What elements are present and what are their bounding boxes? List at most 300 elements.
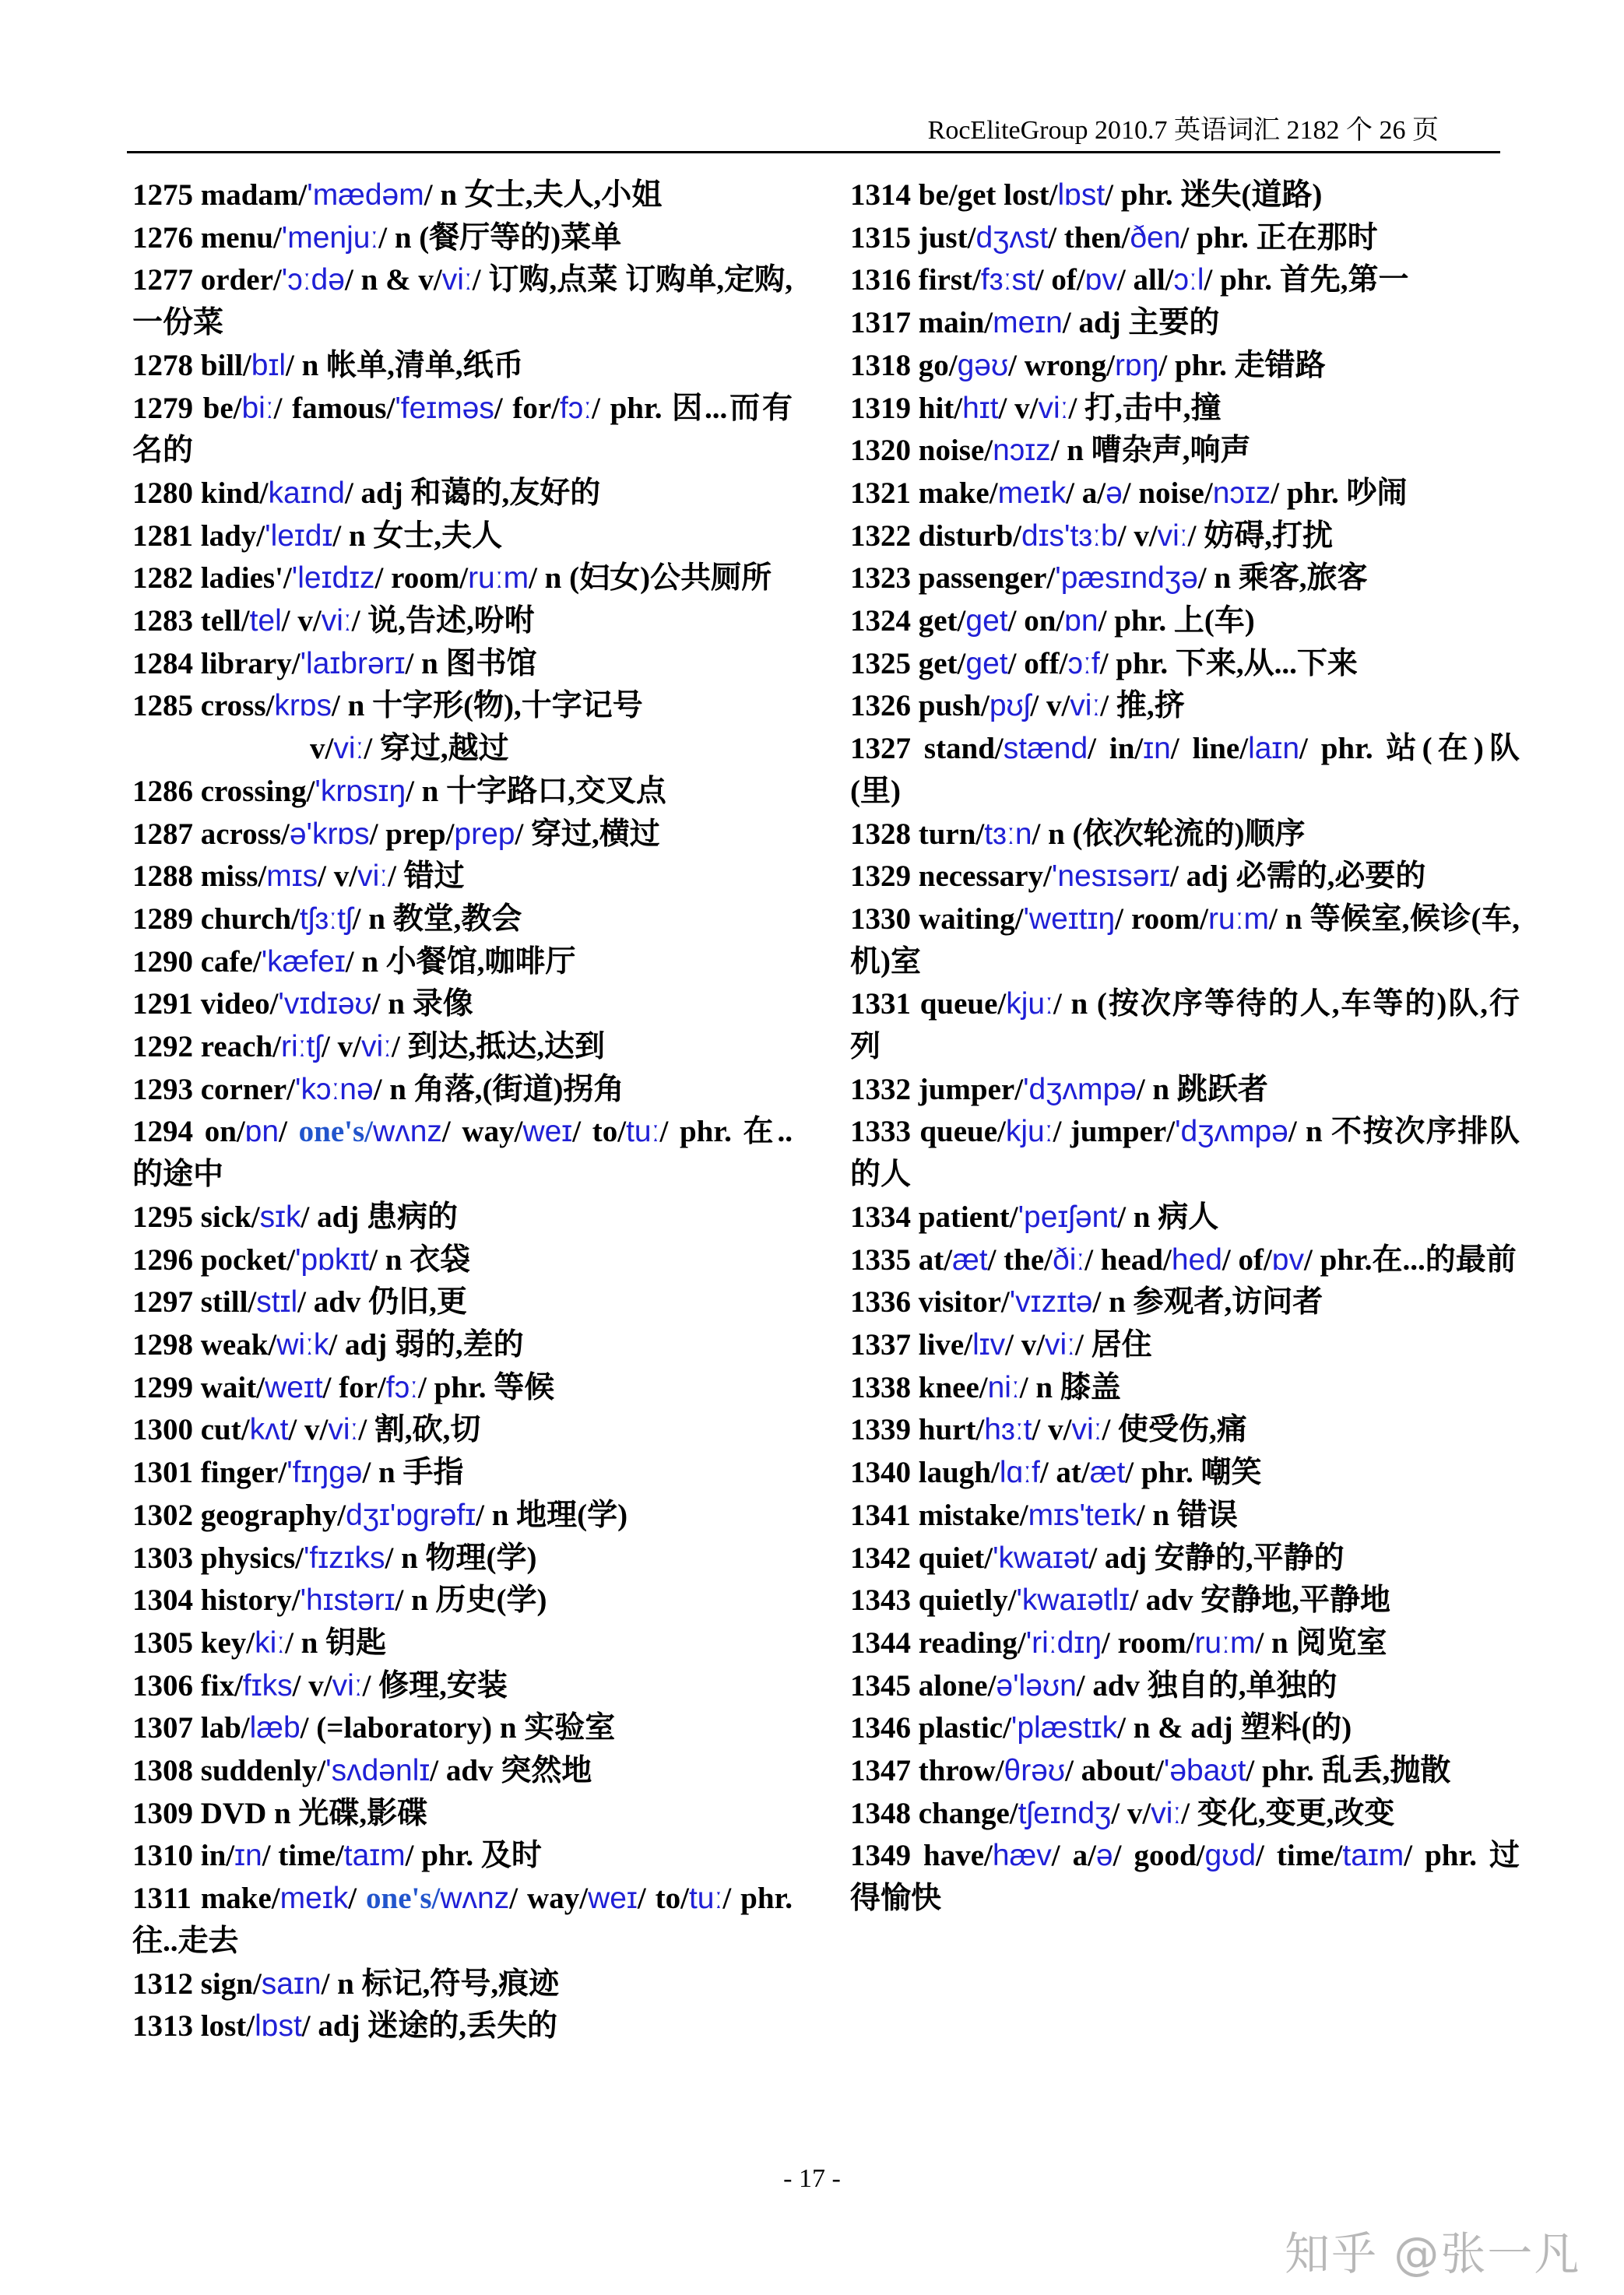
entry-text: 1280 kind/	[132, 476, 269, 510]
vocab-entry	[132, 600, 793, 643]
entry-text: 1293 corner/	[132, 1072, 296, 1106]
phonetic-text: viː	[332, 1668, 363, 1703]
entry-text: 1331 queue/	[850, 987, 1007, 1021]
vocab-entry	[132, 1324, 793, 1367]
phonetic-text: kʌt	[249, 1413, 289, 1447]
vocab-entry	[850, 1707, 1520, 1750]
entry-text: 1342 quiet/	[850, 1541, 993, 1575]
phonetic-text: kjuː	[1005, 1115, 1053, 1149]
phonetic-text: viː	[1157, 518, 1188, 553]
entry-text: 1292 reach/	[132, 1030, 282, 1064]
entry-text: / n 不按次序排队的人	[850, 1115, 1520, 1192]
phonetic-text: nɔɪz	[993, 434, 1051, 468]
entry-text: 1316 first/	[850, 263, 981, 297]
vocab-entry	[132, 1069, 793, 1112]
entry-text: 1341 mistake/	[850, 1498, 1028, 1532]
entry-text: 1313 lost/	[132, 2009, 255, 2044]
vocab-entry	[850, 388, 1520, 431]
entry-text: / v/	[322, 1030, 361, 1064]
phonetic-text: 'leɪdɪz	[291, 561, 375, 596]
entry-text: / phr. 因...而有名的	[132, 391, 793, 468]
vocab-entry	[850, 217, 1520, 260]
entry-text: 1301 finger/	[132, 1456, 287, 1490]
vocab-entry	[850, 1580, 1520, 1622]
entry-text: / n 角落,(街道)拐角	[373, 1072, 624, 1106]
phonetic-text: lɪv	[972, 1327, 1006, 1362]
phonetic-text: bɪl	[251, 348, 286, 382]
entry-text: / at/	[1039, 1456, 1090, 1490]
vocab-entry	[132, 174, 793, 217]
entry-text: 1348 change/	[850, 1796, 1018, 1830]
phonetic-text: get	[965, 646, 1008, 680]
entry-text: 1319 hit/	[850, 391, 963, 425]
vocab-entry	[850, 1367, 1520, 1410]
phonetic-text: 'pɒkɪt	[295, 1242, 370, 1277]
vocab-entry	[132, 771, 793, 814]
entry-text: 1336 visitor/	[850, 1285, 1010, 1320]
entry-text: / n (按次序等待的人,车等的)队,行列	[850, 987, 1520, 1064]
entry-text: 1326 push/	[850, 689, 990, 723]
entry-text: / n 标记,符号,痕迹	[321, 1966, 560, 2001]
phonetic-text: viː	[333, 732, 364, 766]
entry-text: 1335 at/	[850, 1242, 953, 1277]
entry-text: / phr. 走错路	[1158, 348, 1326, 382]
entry-text: / of/	[1035, 263, 1085, 297]
vocab-entry	[132, 1538, 793, 1580]
phonetic-text: ɒn	[1064, 604, 1098, 638]
phonetic-text: viː	[360, 1030, 392, 1064]
entry-text: 1328 turn/	[850, 817, 985, 851]
entry-text: / time/	[1256, 1839, 1343, 1873]
phonetic-text: ə'ləʊn	[996, 1668, 1077, 1703]
entry-text: / adj 患病的	[301, 1200, 459, 1234]
phonetic-text: niː	[987, 1370, 1020, 1404]
vocab-entry	[850, 856, 1520, 898]
vocab-entry	[850, 259, 1520, 302]
entry-text: / v/	[288, 1413, 329, 1447]
entry-text: 1332 jumper/	[850, 1072, 1024, 1106]
vocab-entry	[850, 1538, 1520, 1580]
entry-text: / n 参观者,访问者	[1092, 1285, 1323, 1320]
entry-text: 1347 throw/	[850, 1754, 1004, 1788]
entry-text: / good/	[1113, 1839, 1205, 1873]
phonetic-text: 'riːdɪŋ	[1025, 1625, 1102, 1660]
entry-text: / phr. 过得愉快	[850, 1839, 1520, 1916]
entry-text: / prep/	[369, 817, 455, 851]
entry-text: / n 衣袋	[369, 1242, 471, 1277]
phonetic-text: stɪl	[256, 1285, 298, 1320]
phonetic-text: ə	[1095, 1839, 1113, 1873]
vocab-entry	[132, 1622, 793, 1665]
zhihu-watermark: 知乎 @张一凡	[1285, 2227, 1581, 2280]
vocab-entry	[850, 1324, 1520, 1367]
vocab-entry	[132, 1367, 793, 1410]
phonetic-text: pʊʃ	[989, 689, 1031, 723]
phonetic-text: ðen	[1130, 220, 1181, 255]
phonetic-text: lɒst	[255, 2009, 302, 2044]
vocab-entry	[132, 345, 793, 388]
entry-text: / adj 必需的,必要的	[1170, 859, 1426, 894]
phonetic-text: hɪt	[962, 391, 999, 425]
vocab-entry	[132, 1111, 793, 1196]
entry-text: / room/	[1101, 1625, 1195, 1660]
phonetic-text: weɪ	[522, 1115, 573, 1149]
vocab-entry	[132, 1878, 793, 1963]
vocab-entry	[132, 983, 793, 1026]
entry-text: 1281 lady/	[132, 518, 265, 553]
vocab-entry	[850, 345, 1520, 388]
entry-text: / 推,挤	[1100, 689, 1185, 723]
phonetic-text: 'vɪdɪəʊ	[278, 987, 372, 1021]
phonetic-text: rɒŋ	[1115, 348, 1159, 382]
vocab-entry	[132, 1580, 793, 1622]
entry-text: / n 阅览室	[1255, 1625, 1387, 1660]
phonetic-text: ɪn	[234, 1839, 262, 1873]
vocab-entry	[132, 941, 793, 984]
entry-text: / n 跳跃者	[1136, 1072, 1268, 1106]
phonetic-text: 'krɒsɪŋ	[315, 774, 406, 808]
entry-text: 1275 madam/	[132, 178, 308, 212]
entry-text: 1346 plastic/	[850, 1711, 1011, 1745]
vocab-entry	[132, 515, 793, 558]
entry-text: / 到达,抵达,达到	[391, 1030, 606, 1064]
entry-text: / 修理,安装	[362, 1668, 508, 1703]
entry-text: / v/	[318, 859, 358, 894]
vocab-entry	[132, 217, 793, 260]
phonetic-text: 'fɪŋgə	[286, 1456, 363, 1490]
phonetic-text: ruːm	[1194, 1625, 1256, 1660]
phonetic-text: viː	[1038, 391, 1069, 425]
phonetic-text: 'weɪtɪŋ	[1023, 901, 1116, 936]
vocab-entry	[850, 174, 1520, 217]
phonetic-text: lɒst	[1057, 178, 1106, 212]
entry-text: / wrong/	[1008, 348, 1116, 382]
phonetic-text: viː	[1071, 1413, 1102, 1447]
vocab-entry	[132, 1750, 793, 1793]
vocab-entry	[132, 473, 793, 515]
entry-text: / phr. 等候	[418, 1370, 555, 1404]
entry-text: / 说,告述,吩咐	[351, 604, 535, 638]
phonetic-text: dʒɪ'ɒgrəfɪ	[346, 1498, 476, 1532]
vocab-entry	[132, 1665, 793, 1708]
phonetic-text: ə'krɒs	[289, 817, 370, 851]
entry-text: / v/	[1117, 518, 1158, 553]
entry-text: 1294 on/	[132, 1115, 245, 1149]
vocab-entry	[132, 557, 793, 600]
entry-text: / 居住	[1075, 1327, 1152, 1362]
entry-text: 1325 get/	[850, 646, 966, 680]
entry-text: / 错过	[388, 859, 465, 894]
entry-text: / a/	[1066, 476, 1106, 510]
entry-text: 1344 reading/	[850, 1625, 1026, 1660]
phonetic-text: meɪk	[997, 476, 1067, 510]
entry-text: / phr. 乱丢,抛散	[1246, 1754, 1451, 1788]
phonetic-text: dʒʌst	[975, 220, 1049, 255]
vocab-entry	[132, 685, 793, 728]
entry-text: / phr. 嘲笑	[1125, 1456, 1262, 1490]
entry-text: 1338 knee/	[850, 1370, 988, 1404]
entry-text: / phr. 在..的途中	[132, 1115, 793, 1192]
phonetic-text: riːtʃ	[281, 1030, 322, 1064]
phonetic-text: fɔː	[559, 391, 592, 425]
entry-text: 1312 sign/	[132, 1966, 262, 2001]
entry-text: / n 嘈杂声,响声	[1050, 434, 1251, 468]
entry-text: 1343 quietly/	[850, 1583, 1017, 1618]
entry-text: 1323 passenger/	[850, 561, 1056, 596]
phonetic-text: tʃeɪndʒ	[1018, 1796, 1112, 1830]
entry-text: 1320 noise/	[850, 434, 993, 468]
phonetic-text: 'plæstɪk	[1011, 1711, 1118, 1745]
entry-text: / v/	[1032, 1413, 1072, 1447]
entry-text: 1297 still/	[132, 1285, 257, 1320]
entry-text: 1309 DVD n 光碟,影碟	[132, 1796, 428, 1830]
entry-text: / the/	[987, 1242, 1053, 1277]
phonetic-text: θrəʊ	[1004, 1754, 1066, 1788]
phonetic-text: ə	[1106, 476, 1123, 510]
vocab-entry	[850, 600, 1520, 643]
entry-text: 1349 have/	[850, 1839, 993, 1873]
phonetic-text: 'əbaʊt	[1163, 1754, 1246, 1788]
entry-text: / adj 弱的,差的	[329, 1327, 524, 1362]
phonetic-text: tuː	[688, 1882, 723, 1916]
entry-text: / phr. 正在那时	[1180, 220, 1378, 255]
phonetic-text: taɪm	[1342, 1839, 1404, 1873]
entry-text: 1311 make/	[132, 1882, 280, 1916]
entry-text: 1278 bill/	[132, 348, 251, 382]
phonetic-text: ruːm	[1207, 901, 1269, 936]
entry-text: / v/	[292, 1668, 332, 1703]
phonetic-text: viː	[321, 604, 352, 638]
phonetic-text: krɒs	[274, 689, 332, 723]
phonetic-text: wʌnz	[440, 1882, 510, 1916]
phonetic-text: wʌnz	[373, 1115, 442, 1149]
entry-text: 1307 lab/	[132, 1711, 250, 1745]
phonetic-text: gʊd	[1204, 1839, 1257, 1873]
vocab-entry	[850, 814, 1520, 856]
entry-text: / phr. 及时	[405, 1839, 542, 1873]
entry-text: / n & v/	[344, 263, 442, 297]
phonetic-text: kiː	[255, 1625, 286, 1660]
entry-text: / about/	[1065, 1754, 1164, 1788]
vocab-entry	[850, 1409, 1520, 1452]
entry-text: / v/	[1111, 1796, 1151, 1830]
entry-text: / n & adj 塑料(的)	[1117, 1711, 1352, 1745]
entry-text: / adj 和蔼的,友好的	[344, 476, 601, 510]
entry-text: / n 女士,夫人	[332, 518, 503, 553]
phonetic-text: meɪn	[993, 306, 1063, 340]
vocab-entry	[132, 1963, 793, 2006]
entry-text: / n (餐厅等的)菜单	[378, 220, 622, 255]
phonetic-text: 'hɪstərɪ	[300, 1583, 395, 1618]
phonetic-text: stænd	[1003, 732, 1088, 766]
phonetic-text: æt	[952, 1242, 988, 1277]
entry-text: / phr. 下来,从...下来	[1099, 646, 1358, 680]
entry-text: 1299 wait/	[132, 1370, 265, 1404]
entry-text: / adj 安静的,平静的	[1088, 1541, 1345, 1575]
phonetic-text: 'kwaɪətlɪ	[1016, 1583, 1130, 1618]
entry-text: 1329 necessary/	[850, 859, 1052, 894]
entry-text: 1284 library/	[132, 646, 301, 680]
phonetic-text: 'pæsɪndʒə	[1055, 561, 1198, 596]
vocab-entry	[132, 1197, 793, 1239]
vocab-entry	[132, 1793, 793, 1836]
vocab-entry	[850, 302, 1520, 345]
phonetic-text: ɔːl	[1173, 263, 1204, 297]
phonetic-text: hɜːt	[984, 1413, 1032, 1447]
phonetic-text: weɪ	[588, 1882, 638, 1916]
entry-text: / v/	[1005, 1327, 1046, 1362]
phonetic-text: viː	[1151, 1796, 1182, 1830]
entry-text: 1305 key/	[132, 1625, 255, 1660]
entry-text: / n 乘客,旅客	[1197, 561, 1368, 596]
phonetic-text: 'dʒʌmpə	[1175, 1115, 1288, 1149]
phonetic-text: ɒn	[244, 1115, 279, 1149]
entry-text: / of/	[1222, 1242, 1272, 1277]
vocab-column-left	[132, 174, 793, 2048]
entry-text: 1296 pocket/	[132, 1242, 296, 1277]
entry-text: 1285 cross/	[132, 689, 275, 723]
phonetic-text: biː	[241, 391, 274, 425]
phonetic-text: kjuː	[1006, 987, 1053, 1021]
entry-text: / phr. 迷失(道路)	[1105, 178, 1323, 212]
vocab-entry	[132, 1409, 793, 1452]
entry-text: 1315 just/	[850, 220, 976, 255]
phonetic-text: nɔɪz	[1212, 476, 1271, 510]
entry-text: 1277 order/	[132, 263, 282, 297]
entry-text: / adj 迷途的,丢失的	[301, 2009, 558, 2044]
vocab-entry	[850, 1281, 1520, 1324]
phonetic-text: mɪs'teɪk	[1028, 1498, 1137, 1532]
entry-text: 1339 hurt/	[850, 1413, 985, 1447]
entry-text: / n 录像	[371, 987, 473, 1021]
entry-text: /	[279, 1115, 299, 1149]
entry-text: / 打,击中,撞	[1068, 391, 1222, 425]
entry-text: 1283 tell/	[132, 604, 250, 638]
entry-text: / n 错误	[1136, 1498, 1238, 1532]
phonetic-text: ɪn	[1143, 732, 1171, 766]
entry-text: / 穿过,横过	[515, 817, 660, 851]
entry-text: / n 历史(学)	[395, 1583, 547, 1618]
phonetic-text: 'dʒʌmpə	[1023, 1072, 1137, 1106]
phonetic-text: fɪks	[242, 1668, 293, 1703]
entry-text: / n 小餐馆,咖啡厅	[345, 944, 576, 979]
vocab-entry	[850, 1111, 1520, 1196]
phonetic-text: prep	[454, 817, 515, 851]
vocab-entry	[132, 1281, 793, 1324]
entry-text: 1290 cafe/	[132, 944, 262, 979]
entry-text: 1306 fix/	[132, 1668, 243, 1703]
phonetic-text: kaɪnd	[268, 476, 345, 510]
entry-text: 1324 get/	[850, 604, 966, 638]
entry-text: 1314 be/get lost/	[850, 178, 1058, 212]
phonetic-text: meɪk	[279, 1882, 349, 1916]
entry-text: / adv 突然地	[430, 1754, 592, 1788]
entry-text: 1340 laugh/	[850, 1456, 1000, 1490]
entry-text: 1330 waiting/	[850, 901, 1024, 936]
vocab-entry	[850, 1750, 1520, 1793]
vocab-entry	[850, 515, 1520, 558]
phonetic-text: æt	[1089, 1456, 1126, 1490]
entry-text: / then/	[1048, 220, 1130, 255]
entry-text: 1291 video/	[132, 987, 279, 1021]
entry-text: / on/	[1007, 604, 1065, 638]
vocab-entry	[132, 814, 793, 856]
phonetic-text: mɪs	[266, 859, 318, 894]
entry-text: 1304 history/	[132, 1583, 301, 1618]
phonetic-text: hæv	[992, 1839, 1052, 1873]
entry-text: 1288 miss/	[132, 859, 267, 894]
phonetic-text: weɪt	[265, 1370, 323, 1404]
phonetic-text: 'fɪzɪks	[303, 1541, 385, 1575]
vocab-entry	[850, 1197, 1520, 1239]
phonetic-text: 'leɪdɪ	[265, 518, 333, 553]
phonetic-text: læb	[249, 1711, 301, 1745]
phonetic-text: laɪn	[1248, 732, 1300, 766]
entry-text: 1327 stand/	[850, 732, 1004, 766]
vocab-entry	[850, 1239, 1520, 1282]
entry-text: / to/	[637, 1882, 689, 1916]
phonetic-text: tel	[249, 604, 282, 638]
entry-text: / phr. 首先,第一	[1204, 263, 1409, 297]
entry-text: 1298 weak/	[132, 1327, 277, 1362]
entry-text: / (=laboratory) n 实验室	[300, 1711, 616, 1745]
vocab-entry	[132, 1239, 793, 1282]
entry-text: / noise/	[1122, 476, 1213, 510]
entry-text: / 订购,点菜 订购单,定购,一份菜	[132, 263, 793, 340]
entry-text: / v/	[281, 604, 322, 638]
vocab-entry	[132, 1452, 793, 1495]
vocab-entry	[850, 430, 1520, 473]
entry-text: / time/	[262, 1839, 344, 1873]
vocab-entry	[132, 1707, 793, 1750]
entry-text: / phr. 往..走去	[132, 1882, 793, 1958]
entry-text: 1287 across/	[132, 817, 290, 851]
vocab-entry	[850, 1835, 1520, 1920]
phonetic-text: wiːk	[276, 1327, 329, 1362]
vocab-entry	[850, 643, 1520, 686]
entry-text: 1276 menu/	[132, 220, 282, 255]
phonetic-text: taɪm	[343, 1839, 406, 1873]
vocab-entry	[132, 1026, 793, 1069]
phonetic-text: ɔːf	[1067, 646, 1100, 680]
entry-text: 1334 patient/	[850, 1200, 1018, 1234]
entry-text: / phr. 站(在)队(里)	[850, 732, 1520, 808]
entry-text: / 割,砍,切	[358, 1413, 481, 1447]
phonetic-text: 'nesɪsərɪ	[1051, 859, 1171, 894]
entry-text: / line/	[1170, 732, 1249, 766]
entry-text: one's/	[298, 1115, 374, 1149]
entry-text: / way/	[441, 1115, 523, 1149]
entry-text: / v/	[998, 391, 1039, 425]
entry-text: / n 物理(学)	[385, 1541, 537, 1575]
entry-text: / n 地理(学)	[476, 1498, 628, 1532]
vocab-entry	[132, 388, 793, 473]
phonetic-text: ɒv	[1084, 263, 1117, 297]
entry-text: / 妨碍,打扰	[1187, 518, 1333, 553]
entry-text: 1337 live/	[850, 1327, 973, 1362]
phonetic-text: 'mædəm	[307, 178, 424, 212]
vocab-entry	[132, 2005, 793, 2048]
entry-text: / a/	[1051, 1839, 1096, 1873]
vocab-entry	[850, 728, 1520, 813]
phonetic-text: 'feɪməs	[395, 391, 494, 425]
vocab-entry	[132, 1835, 793, 1878]
page-header: RocEliteGroup 2010.7 英语词汇 2182 个 26 页	[927, 116, 1439, 145]
phonetic-text: lɑːf	[999, 1456, 1040, 1490]
vocab-entry	[850, 1495, 1520, 1538]
entry-text: 1303 physics/	[132, 1541, 304, 1575]
entry-text: / famous/	[273, 391, 395, 425]
